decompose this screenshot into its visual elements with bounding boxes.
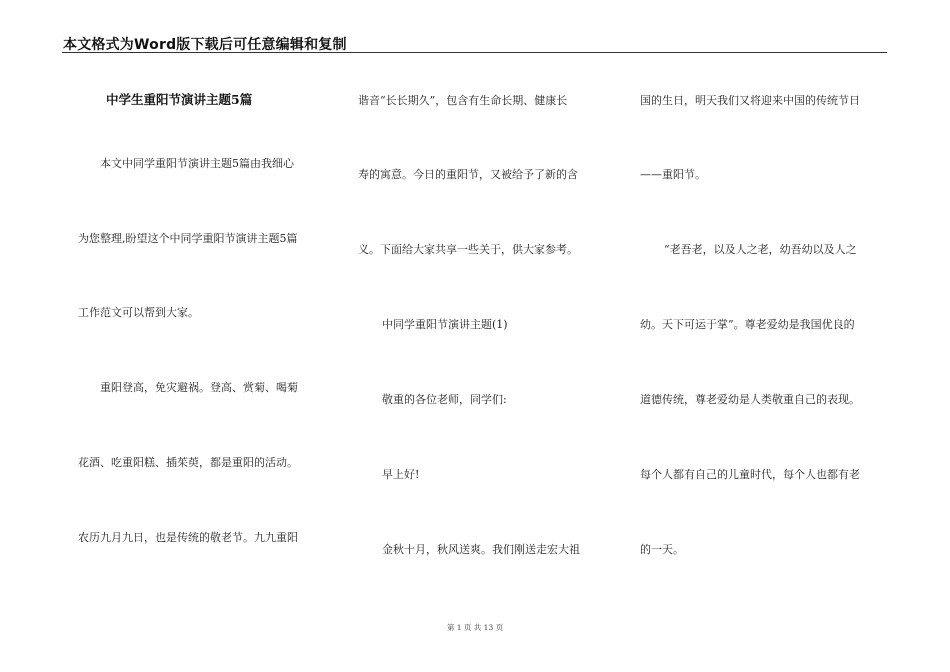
text-line: 早上好! xyxy=(382,468,420,481)
text-line: ——重阳节。 xyxy=(640,168,706,181)
text-line: 谐音“长长期久”，包含有生命长期、健康长 xyxy=(358,94,568,107)
text-line: 为您整理,盼望这个中同学重阳节演讲主题5篇 xyxy=(78,232,298,245)
text-line: 花酒、吃重阳糕、插茱萸，都是重阳的活动。 xyxy=(78,456,298,469)
text-line: 每个人都有自己的儿童时代，每个人也都有老 xyxy=(640,468,860,481)
text-line: 道德传统，尊老爱幼是人类敬重自己的表现。 xyxy=(640,393,860,406)
text-line: 国的生日，明天我们又将迎来中国的传统节日 xyxy=(640,94,860,107)
text-column-3 xyxy=(640,0,885,620)
text-line: 幼。天下可运于掌”。尊老爱幼是我国优良的 xyxy=(640,318,855,331)
text-line: 农历九月九日，也是传统的敬老节。九九重阳 xyxy=(78,531,298,544)
text-line: 的一天。 xyxy=(640,543,684,556)
text-line: “老吾老，以及人之老，幼吾幼以及人之 xyxy=(664,243,857,256)
text-line: 义。下面给大家共享一些关于，供大家参考。 xyxy=(358,243,578,256)
text-line: 金秋十月，秋风送爽。我们刚送走宏大祖 xyxy=(382,543,580,556)
text-line: 寿的寓意。今日的重阳节，又被给予了新的含 xyxy=(358,168,578,181)
text-column-1 xyxy=(78,0,320,620)
article-title: 中学生重阳节演讲主题5篇 xyxy=(106,92,253,107)
page-number: 第 1 页 共 13 页 xyxy=(446,623,504,632)
document-header-title: 本文格式为Word版下载后可任意编辑和复制 xyxy=(63,37,347,53)
text-line: 工作范文可以帮到大家。 xyxy=(78,306,199,319)
text-line: 重阳登高，免灾避祸。登高、赏菊、喝菊 xyxy=(100,381,298,394)
text-line: 本文中同学重阳节演讲主题5篇由我细心 xyxy=(100,157,294,170)
section-heading: 中同学重阳节演讲主题(1) xyxy=(382,318,508,331)
text-column-2 xyxy=(358,0,603,620)
text-line: 敬重的各位老师，同学们: xyxy=(382,393,507,406)
